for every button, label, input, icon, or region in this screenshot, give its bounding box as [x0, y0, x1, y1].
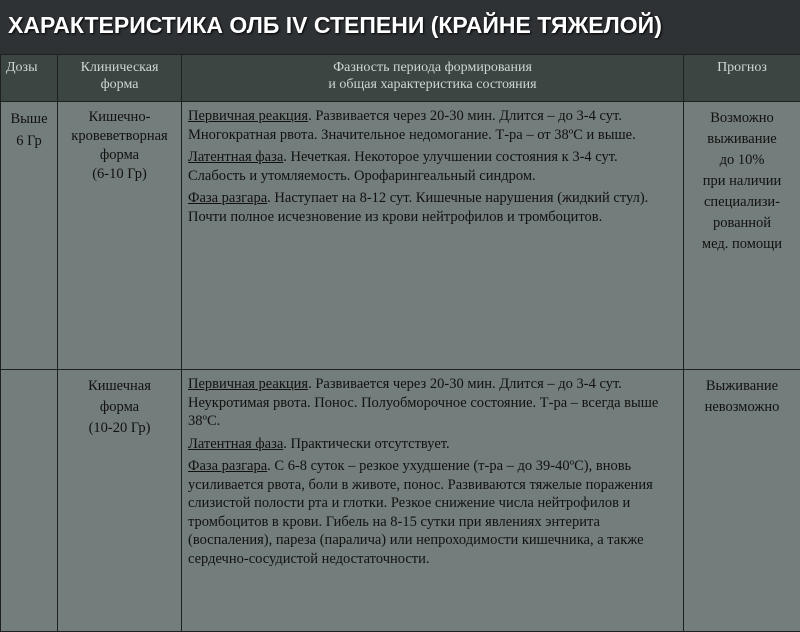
phase-text: . Нечеткая. Некоторое улучшении состояния к 3-4 сут. Слабость и утомляемость. Орофарингеальный синдром. — [188, 149, 618, 184]
form-line: кровеветворная — [71, 128, 167, 144]
header-phases — [182, 55, 684, 102]
phase-text: . Развивается через 20-30 мин. Длится – до 3-4 сут. Неукротимая рвота. Понос. Полуобморочное состояние. Т-ра – всегда выше 38ºС. — [188, 376, 658, 429]
phase-text: . Развивается через 20-30 мин. Длится – до 3-4 сут. Многократная рвота. Значительное недомогание. Т-ра – от 38ºС и выше. — [188, 108, 636, 143]
form-line: Кишечно- — [89, 109, 151, 125]
phase-label-peak: Фаза разгара — [188, 190, 267, 206]
phase-label-peak: Фаза разгара — [188, 458, 267, 474]
prognosis-line: невозможно — [705, 399, 780, 415]
phase-text: . С 6-8 суток – резкое ухудшение (т-ра – до 39-40ºС), вновь усиливается рвота, боли в животе, понос. Развиваются тяжелые поражения слизистой полости рта и глотки. Резкое снижение числа нейтрофилов и тромбоцитов в крови. Гибель на 8-15 сутки при явлениях энтерита (воспаления), пареза (паралича) или непроходимости кишечника, а также сердечно-сосудистой недостаточности. — [188, 458, 653, 567]
table-header-row — [1, 55, 800, 102]
clinical-form-cell — [58, 102, 182, 370]
dose-line: Выше — [10, 111, 47, 127]
phase-paragraph — [188, 189, 677, 226]
header-dose-label: Дозы — [6, 60, 38, 75]
header-prognosis-label: Прогноз — [717, 60, 767, 75]
phase-text: . Наступает на 8-12 сут. Кишечные нарушения (жидкий стул). Почти полное исчезновение из крови нейтрофилов и тромбоцитов. — [188, 190, 648, 225]
table-row — [1, 370, 800, 632]
phase-paragraph — [188, 375, 677, 431]
prognosis-line: до 10% — [720, 152, 765, 168]
prognosis-line: мед. помощи — [702, 236, 782, 252]
slide-title: ХАРАКТЕРИСТИКА ОЛБ IV СТЕПЕНИ (КРАЙНЕ ТЯЖЕЛОЙ) — [0, 0, 800, 50]
prognosis-line: рованной — [713, 215, 771, 231]
header-clinical-form — [58, 55, 182, 102]
clinical-form-cell — [58, 370, 182, 632]
header-phase-line1: Фазность периода формирования — [333, 60, 532, 75]
phase-paragraph — [188, 107, 677, 144]
phases-cell — [182, 102, 684, 370]
form-line: форма — [100, 147, 139, 163]
prognosis-cell — [684, 102, 800, 370]
table-row — [1, 102, 800, 370]
phase-text: . Практически отсутствует. — [283, 436, 449, 452]
form-line: форма — [100, 399, 139, 415]
phase-paragraph — [188, 148, 677, 185]
phases-cell — [182, 370, 684, 632]
header-prognosis — [684, 55, 800, 102]
header-dose — [1, 55, 58, 102]
prognosis-line: специализи- — [704, 194, 780, 210]
phase-paragraph — [188, 457, 677, 568]
header-phase-line2: и общая характеристика состояния — [328, 77, 536, 92]
form-line: (6-10 Гр) — [92, 166, 147, 182]
dose-line: 6 Гр — [16, 133, 42, 149]
prognosis-line: выживание — [707, 131, 776, 147]
dose-cell — [1, 102, 58, 370]
phase-label-primary: Первичная реакция — [188, 376, 308, 392]
form-line: (10-20 Гр) — [89, 420, 151, 436]
form-line: Кишечная — [88, 378, 151, 394]
phase-label-latent: Латентная фаза — [188, 436, 283, 452]
phase-label-latent: Латентная фаза — [188, 149, 283, 165]
header-form-line1: Клиническая — [81, 60, 159, 75]
prognosis-cell — [684, 370, 800, 632]
header-form-line2: форма — [101, 77, 139, 92]
characteristics-table — [0, 54, 800, 632]
dose-cell — [1, 370, 58, 632]
prognosis-line: Выживание — [706, 378, 778, 394]
prognosis-line: при наличии — [703, 173, 782, 189]
phase-label-primary: Первичная реакция — [188, 108, 308, 124]
prognosis-line: Возможно — [710, 110, 774, 126]
phase-paragraph — [188, 435, 677, 454]
